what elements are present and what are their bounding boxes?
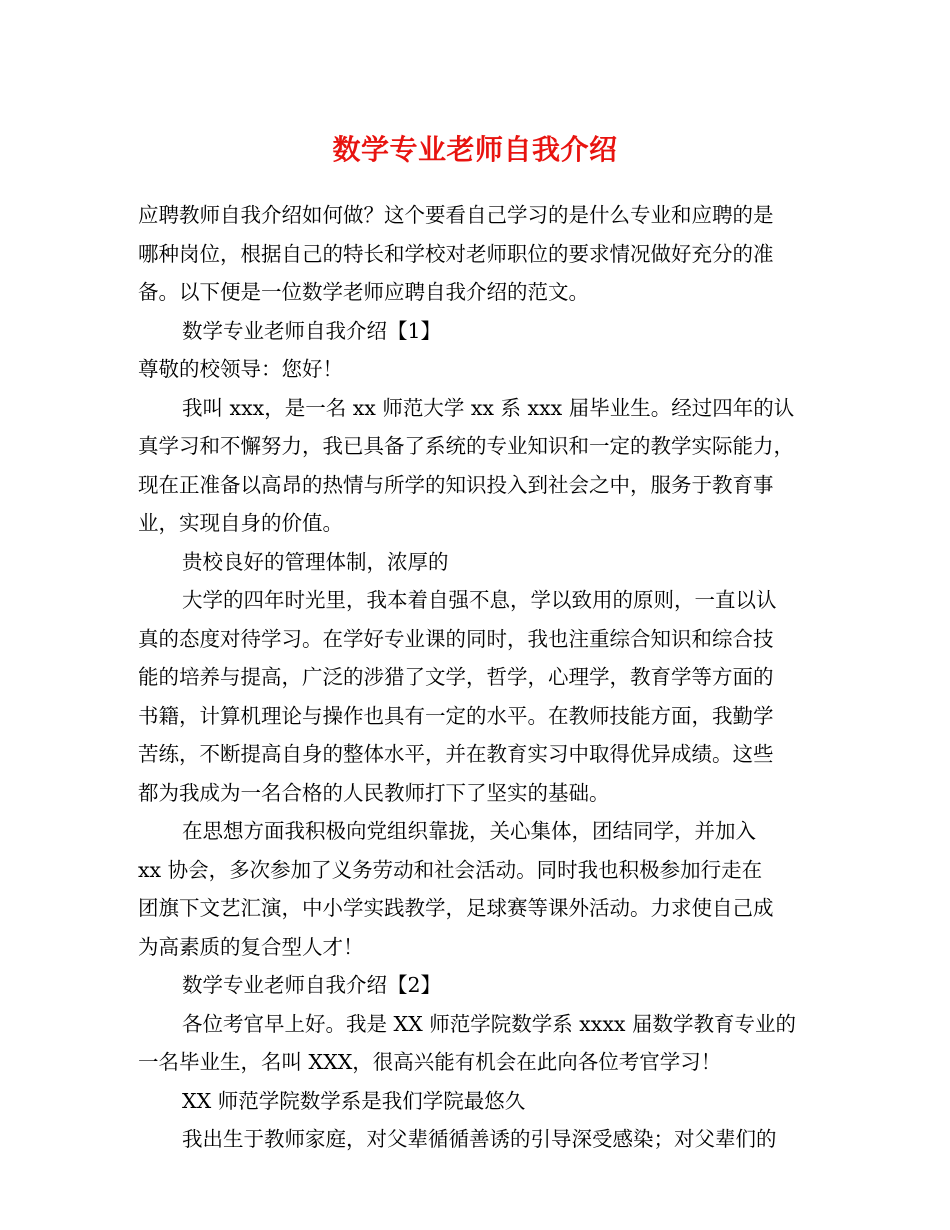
- text-line: 都为我成为一名合格的人民教师打下了坚实的基础。: [138, 780, 610, 805]
- document-title: 数学专业老师自我介绍: [332, 133, 618, 166]
- text-line: 大学的四年时光里，我本着自强不息，学以致用的原则，一直以认: [182, 588, 777, 612]
- text-line: 哪种岗位，根据自己的特长和学校对老师职位的要求情况做好充分的准: [138, 241, 774, 266]
- text-line: 书籍，计算机理论与操作也具有一定的水平。在教师技能方面，我勤学: [138, 703, 774, 728]
- text-line: 能的培养与提高，广泛的涉猎了文学，哲学，心理学，教育学等方面的: [138, 665, 774, 689]
- text-line: 数学专业老师自我介绍【1】: [182, 318, 442, 343]
- text-line: 我出生于教师家庭，对父辈循循善诱的引导深受感染；对父辈们的: [182, 1127, 777, 1151]
- text-line: 贵校良好的管理体制，浓厚的: [182, 549, 449, 574]
- text-line: XX 师范学院数学系是我们学院最悠久: [182, 1088, 526, 1113]
- text-line: 现在正准备以高昂的热情与所学的知识投入到社会之中，服务于教育事: [138, 472, 774, 497]
- text-line: 为高素质的复合型人才！: [138, 934, 364, 959]
- text-line: 苦练，不断提高自身的整体水平，并在教育实习中取得优异成绩。这些: [138, 742, 774, 766]
- text-line: xx 协会，多次参加了义务劳动和社会活动。同时我也积极参加行走在: [138, 857, 763, 882]
- text-line: 团旗下文艺汇演，中小学实践教学，足球赛等课外活动。力求使自己成: [138, 896, 774, 920]
- text-line: 我叫 xxx，是一名 xx 师范大学 xx 系 xxx 届毕业生。经过四年的认: [182, 395, 795, 420]
- text-line: 真学习和不懈努力，我已具备了系统的专业知识和一定的教学实际能力，: [138, 434, 794, 458]
- text-line: 尊敬的校领导：您好！: [138, 357, 343, 381]
- text-line: 真的态度对待学习。在学好专业课的同时，我也注重综合知识和综合技: [138, 626, 774, 651]
- text-line: 备。以下便是一位数学老师应聘自我介绍的范文。: [138, 280, 589, 304]
- document-body: [138, 196, 818, 1159]
- text-line: 在思想方面我积极向党组织靠拢，关心集体，团结同学，并加入: [182, 819, 756, 843]
- text-line: 应聘教师自我介绍如何做？这个要看自己学习的是什么专业和应聘的是: [138, 203, 774, 227]
- text-line: 各位考官早上好。我是 XX 师范学院数学系 xxxx 届数学教育专业的: [182, 1011, 796, 1036]
- text-line: 一名毕业生，名叫 XXX，很高兴能有机会在此向各位考官学习！: [138, 1050, 722, 1074]
- text-line: 业，实现自身的价值。: [138, 511, 343, 535]
- text-line: 数学专业老师自我介绍【2】: [182, 973, 442, 997]
